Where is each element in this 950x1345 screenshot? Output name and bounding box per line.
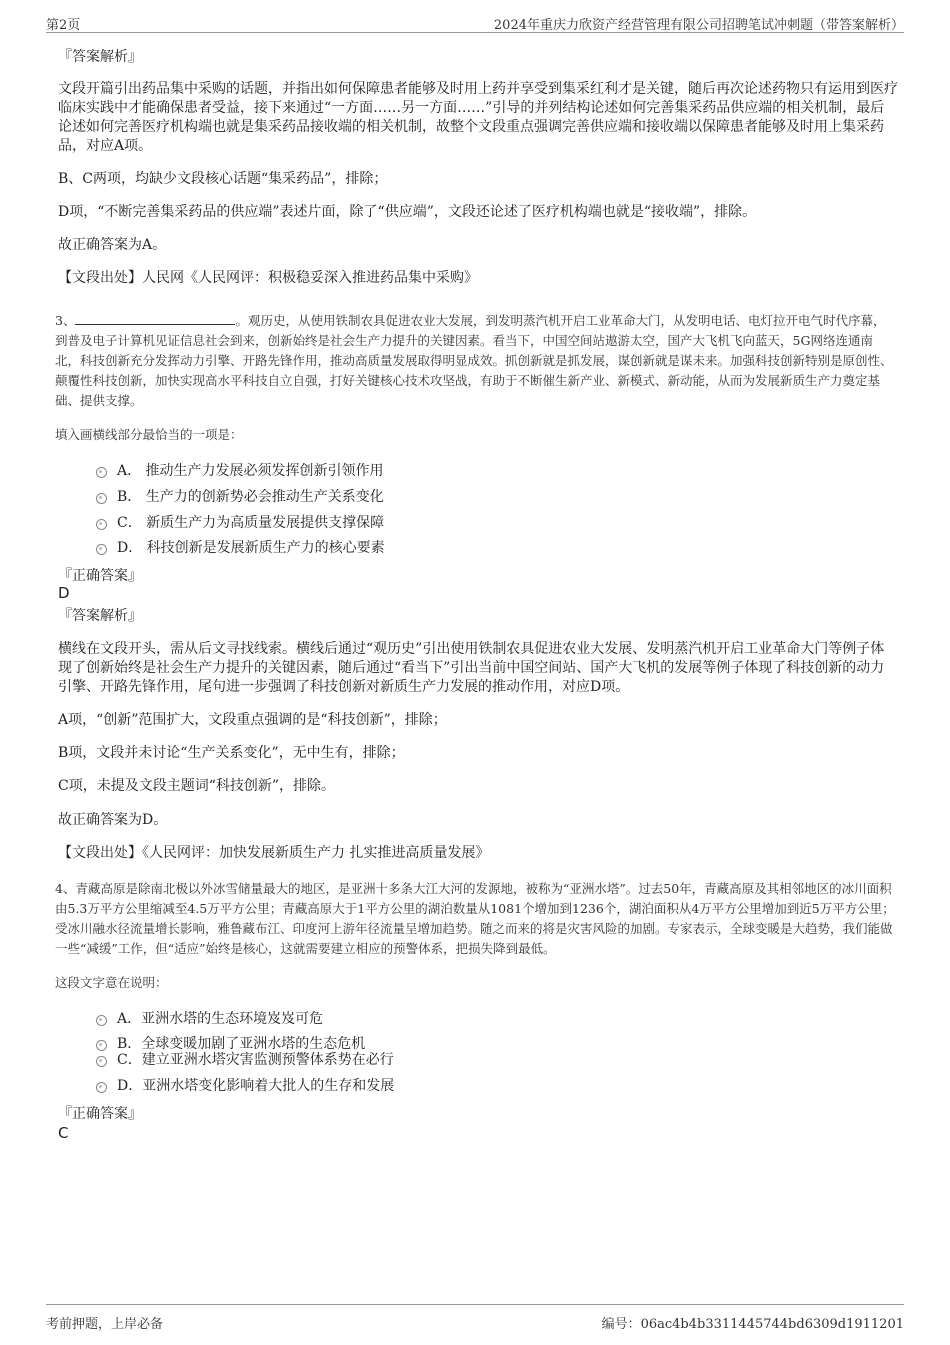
document-code: 编号：06ac4b4b3311445744bd6309d1911201 [601, 1317, 904, 1332]
q2-analysis-p4: 故正确答案为A。 [58, 237, 167, 253]
q2-analysis-p2: B、C两项，均缺少文段核心话题“集采药品”，排除； [58, 171, 388, 187]
q3-text: 。观历史，从使用铁制农具促进农业大发展，到发明蒸汽机开启工业革命大门，从发明电话、电灯拉开电气时代序幕，到普及电子计算机见证信息社会到来，创新始终是社会生产力提升的关键因素。看当下，中国空间站遨游太空，国产大飞机飞向蓝天，5G网络连通南北，科技创新充分发挥动力引擎、开路先锋作用，推动高质量发展取得明显成效。抓创新就是抓发展，谋创新就是谋未来。加强科技创新特别是原创性、颠覆性科技创新，加快实现高水平科技自立自强，打好关键核心技术攻坚战，有助于不断催生新产业、新模式、新动能，从而为发展新质生产力奠定基础、提供支撑。 [55, 313, 893, 408]
page-number: 第2页 [46, 18, 81, 33]
footer-slogan: 考前押题，上岸必备 [46, 1317, 164, 1332]
q3-option-c[interactable]: C． 新质生产力为高质量发展提供支撑保障 [96, 514, 384, 532]
q3-answer: D [58, 584, 70, 602]
q4-option-b[interactable]: B．全球变暖加剧了亚洲水塔的生态危机 [96, 1035, 365, 1053]
radio-icon[interactable] [96, 519, 107, 530]
radio-icon[interactable] [96, 493, 107, 504]
q2-analysis-label: 『答案解析』 [58, 49, 142, 65]
q3-analysis-label: 『答案解析』 [58, 608, 142, 624]
q3-number: 3、 [55, 313, 76, 328]
q3-blank [75, 312, 235, 325]
q4-stem: 4、青藏高原是除南北极以外冰雪储量最大的地区，是亚洲十多条大江大河的发源地，被称为“亚洲水塔”。过去50年，青藏高原及其相邻地区的冰川面积由5.3万平方公里缩减至4.5万平方公里；青藏高原大于1平方公里的湖泊数量从1081个增加到1236个，湖泊面积从4万平方公里增加到近5万平方公里；受冰川融水径流量增长影响，雅鲁藏布江、印度河上游年径流量呈增加趋势。随之而来的将是灾害风险的加剧。专家表示，全球变暖是大趋势，我们能做一些“减缓”工作，但“适应”始终是核心，这就需要建立相应的预警体系，把损失降到最低。 [55, 881, 895, 956]
q3-option-b[interactable]: B． 生产力的创新势必会推动生产关系变化 [96, 488, 384, 506]
page-header [46, 14, 904, 33]
q3-source: 【文段出处】《人民网评：加快发展新质生产力 扎实推进高质量发展》 [58, 845, 490, 861]
q3-analysis-p2: A项，“创新”范围扩大，文段重点强调的是“科技创新”，排除； [58, 712, 447, 728]
q4-option-d[interactable]: D．亚洲水塔变化影响着大批人的生存和发展 [96, 1077, 394, 1095]
radio-icon[interactable] [96, 1040, 107, 1051]
radio-icon[interactable] [96, 1056, 107, 1067]
q2-analysis-p3: D项，“不断完善集采药品的供应端”表述片面，除了“供应端”，文段还论述了医疗机构端也就是“接收端”，排除。 [58, 204, 757, 220]
q3-prompt: 填入画横线部分最恰当的一项是： [55, 427, 243, 442]
q4-prompt: 这段文字意在说明： [55, 975, 168, 990]
q3-stem [55, 311, 895, 411]
document-title: 2024年重庆力欣资产经营管理有限公司招聘笔试冲刺题（带答案解析） [493, 18, 904, 33]
q3-analysis-p3: B项，文段并未讨论“生产关系变化”，无中生有，排除； [58, 745, 405, 761]
q4-option-a[interactable]: A．亚洲水塔的生态环境岌岌可危 [96, 1010, 323, 1028]
q3-answer-label: 『正确答案』 [58, 568, 142, 584]
q4-option-c[interactable]: C．建立亚洲水塔灾害监测预警体系势在必行 [96, 1051, 394, 1069]
q4-answer-label: 『正确答案』 [58, 1106, 142, 1122]
q2-source: 【文段出处】人民网《人民网评：积极稳妥深入推进药品集中采购》 [58, 270, 478, 286]
radio-icon[interactable] [96, 1082, 107, 1093]
q3-analysis-p4: C项，未提及文段主题词“科技创新”，排除。 [58, 778, 336, 794]
page-footer [46, 1304, 904, 1333]
radio-icon[interactable] [96, 467, 107, 478]
q3-option-a[interactable]: A． 推动生产力发展必须发挥创新引领作用 [96, 462, 384, 480]
q4-answer: C [58, 1124, 69, 1142]
radio-icon[interactable] [96, 544, 107, 555]
radio-icon[interactable] [96, 1015, 107, 1026]
q2-analysis-p1: 文段开篇引出药品集中采购的话题，并指出如何保障患者能够及时用上药并享受到集采红利才是关键，随后再次论述药物只有运用到医疗临床实践中才能确保患者受益，接下来通过“一方面……另一方面……”引导的并列结构论述如何完善集采药品供应端的相关机制，最后论述如何完善医疗机构端也就是集采药品接收端的相关机制，故整个文段重点强调完善供应端和接收端以保障患者能够及时用上集采药品，对应A项。 [58, 81, 898, 154]
q3-option-d[interactable]: D． 科技创新是发展新质生产力的核心要素 [96, 539, 385, 557]
q3-analysis-p1: 横线在文段开头，需从后文寻找线索。横线后通过“观历史”引出使用铁制农具促进农业大发展、发明蒸汽机开启工业革命大门等例子体现了创新始终是社会生产力提升的关键因素，随后通过“看当下”引出当前中国空间站、国产大飞机的发展等例子体现了科技创新的动力引擎、开路先锋作用，尾句进一步强调了科技创新对新质生产力发展的推动作用，对应D项。 [58, 641, 885, 695]
q3-analysis-p5: 故正确答案为D。 [58, 812, 168, 828]
